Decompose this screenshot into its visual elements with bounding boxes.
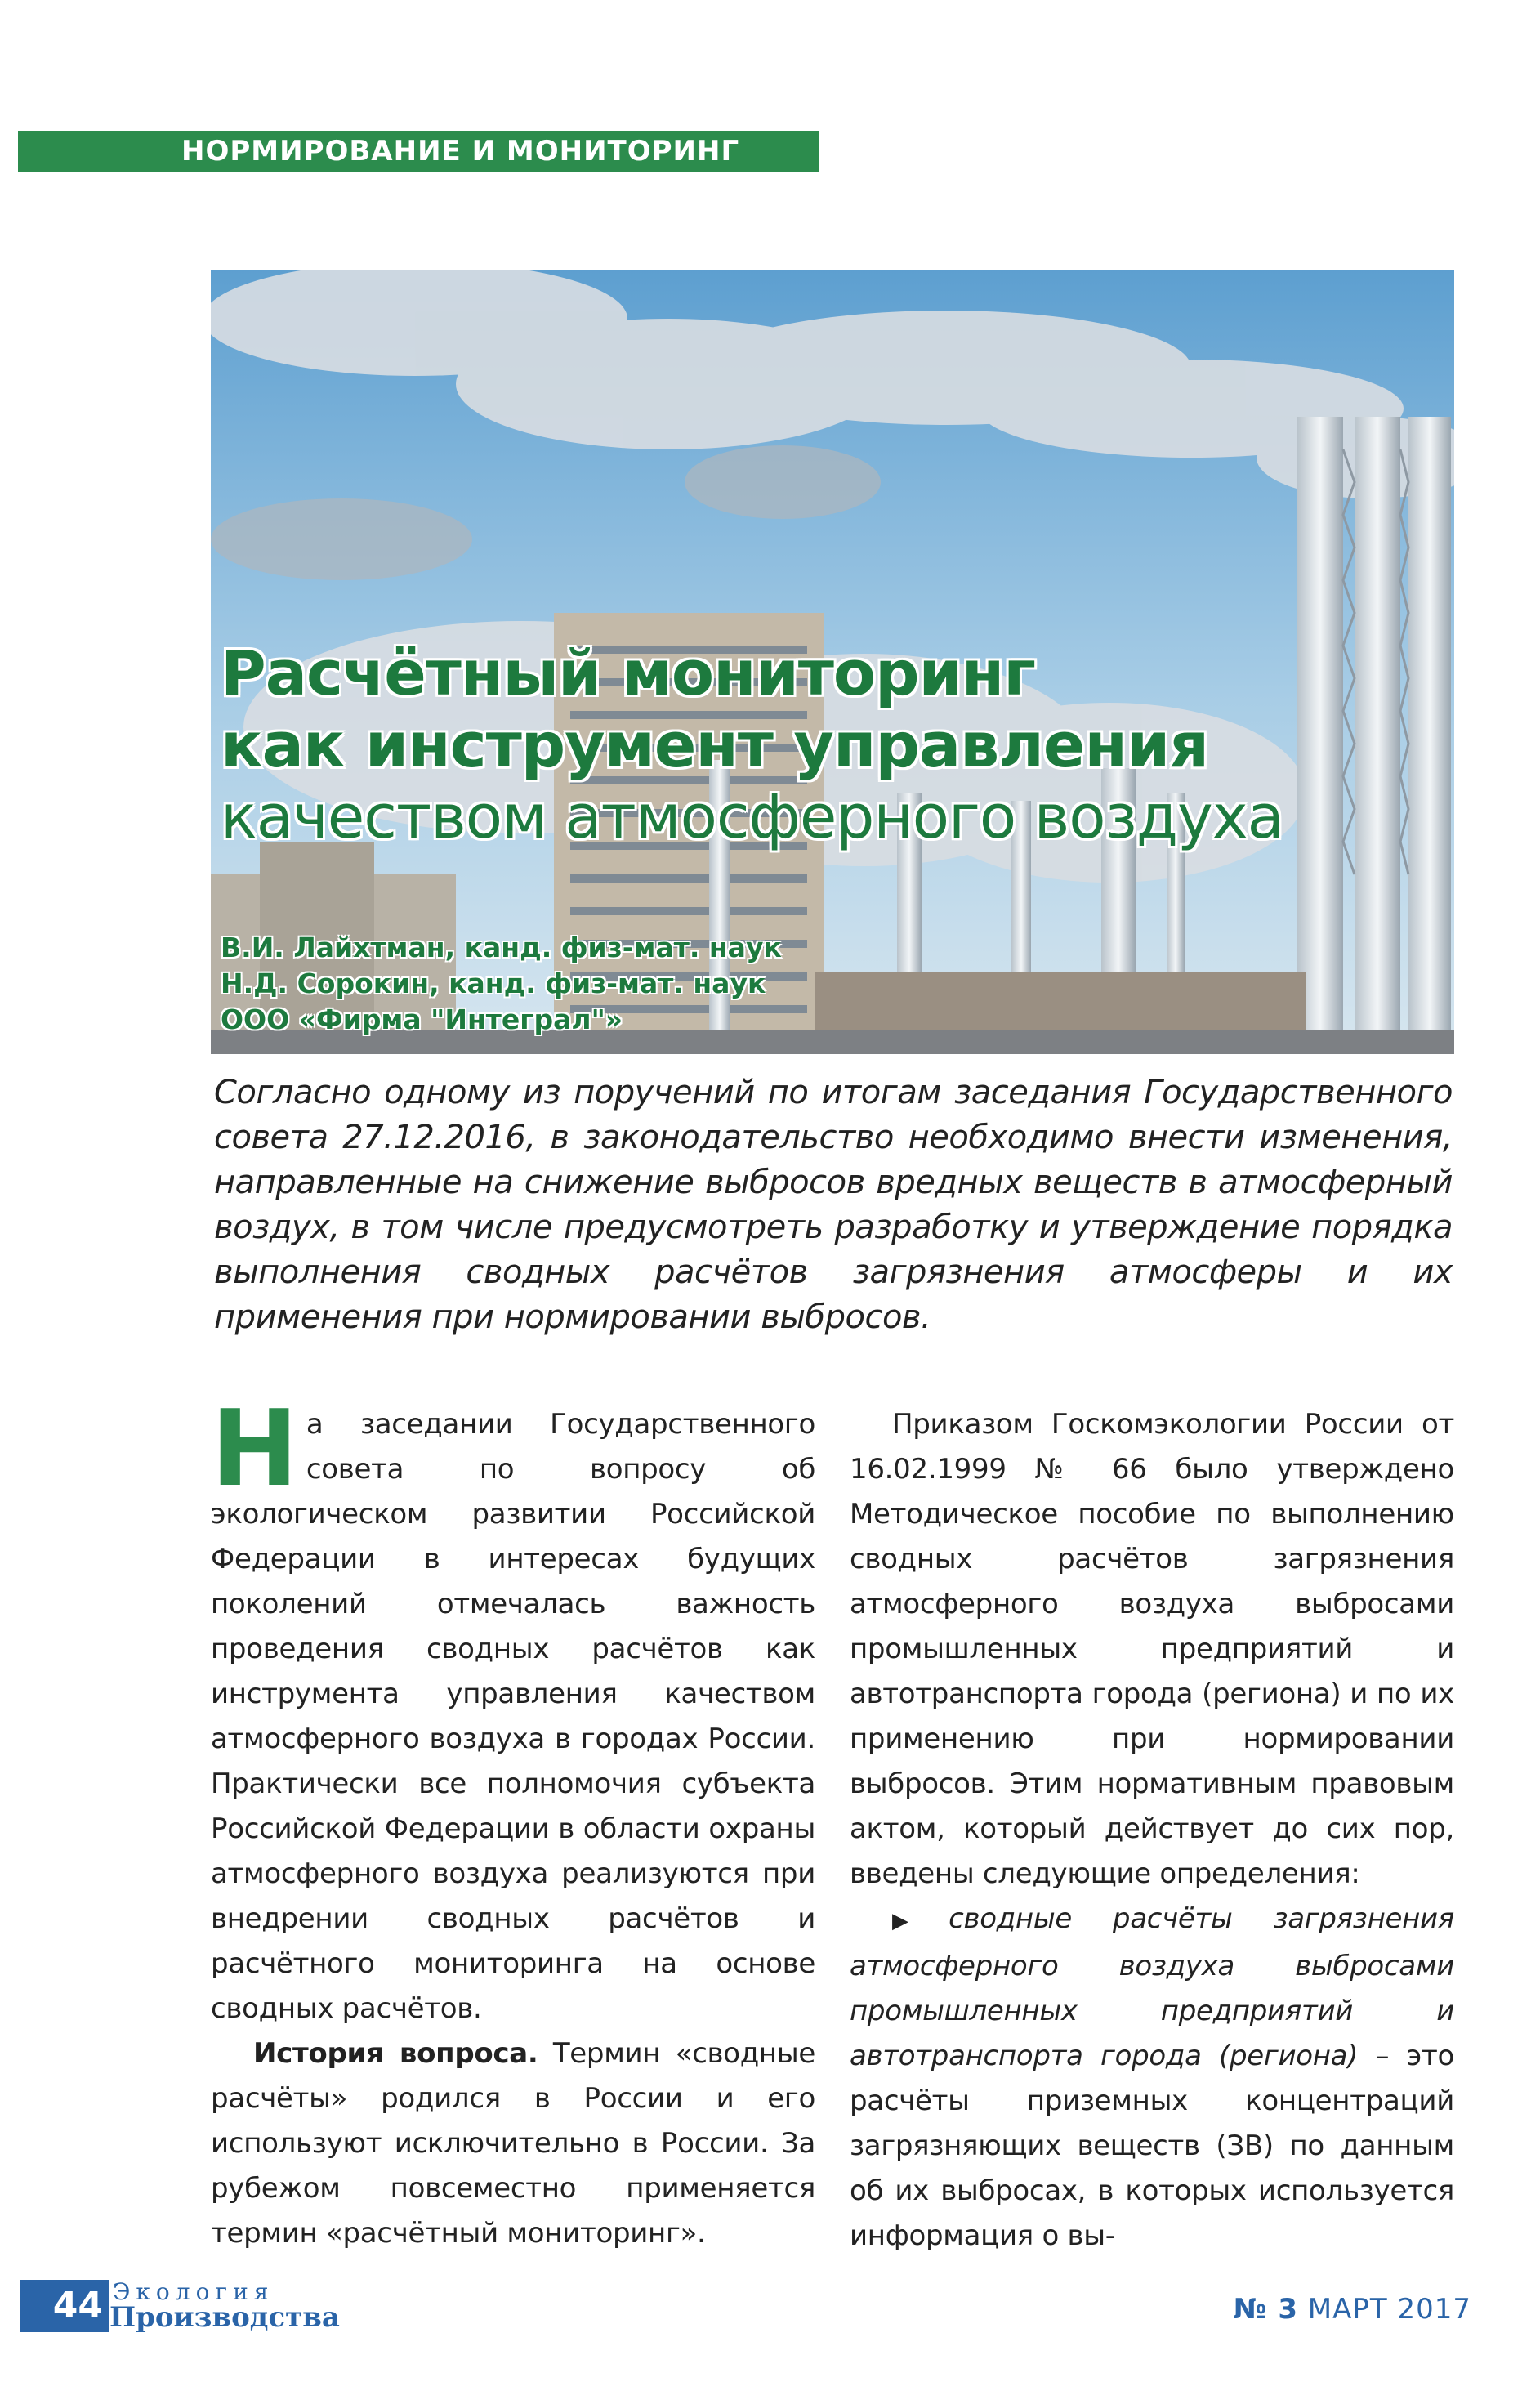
page-number: 44 [20, 2280, 109, 2332]
magazine-logo-top: Экология [113, 2278, 275, 2305]
author-1: В.И. Лайхтман, канд. физ-мат. наук [221, 932, 782, 963]
triangle-bullet-icon: ▶ [892, 1909, 941, 1933]
section-header [18, 131, 819, 172]
body-column-left [211, 1388, 815, 2256]
issue-date: МАРТ 2017 [1307, 2293, 1471, 2326]
issue-info [1234, 2293, 1471, 2326]
title-line-1: Расчётный мониторинг [221, 637, 1035, 709]
section-title: НОРМИРОВАНИЕ И МОНИТОРИНГ [181, 135, 740, 168]
paragraph-1-text: а заседании Государственного совета по вопросу об экологическом развитии Российской Федерации в интересах будущих поколений отмечалась важность проведения сводных расчётов как инструмента управления качеством атмосферного воздуха в городах России. Практически все полномочия субъекта Российской Федерации в области охраны атмосферного воздуха реализуются при внедрении сводных расчётов и расчётного мониторинга на основе сводных расчётов. [211, 1408, 815, 2025]
title-line-2: как инструмент управления [221, 708, 1208, 781]
hero-image [211, 270, 1454, 1054]
author-affiliation: ООО «Фирма "Интеграл"» [221, 1003, 623, 1035]
definition-bullet [850, 1897, 1454, 2259]
body-paragraph-2 [211, 2031, 815, 2256]
subheading: История вопроса. [253, 2037, 538, 2070]
drop-cap: Н [211, 1388, 298, 1510]
magazine-logo-bottom: Производства [109, 2301, 340, 2334]
author-block [221, 930, 956, 1038]
body-column-right [850, 1402, 1454, 2259]
lead-paragraph: Согласно одному из поручений по итогам заседания Государственного совета 27.12.2016, в законодательство необходимо внести изменения, направленные на снижение выбросов вредных веществ в атмосферный воздух, в том числе предусмотреть разработку и утверждение порядка выполнения сводных расчётов загрязнения атмосферы и их применения при нормировании выбросов. [214, 1074, 1453, 1336]
article-title [221, 637, 1446, 853]
body-paragraph-3: Приказом Госкомэкологии России от 16.02.1999 № 66 было утверждено Методическое пособие по выполнению сводных расчётов загрязнения атмосферного воздуха выбросами промышленных предприятий и автотранспорта города (региона) и по их применению при нормировании выбросов. Этим нормативным правовым актом, который действует до сих пор, введены следующие определения: [850, 1408, 1454, 1890]
title-line-3: качеством атмосферного воздуха [221, 782, 1283, 852]
page-footer [0, 2280, 1540, 2337]
issue-number: № 3 [1233, 2293, 1298, 2326]
body-paragraph-1 [211, 1388, 815, 2031]
author-2: Н.Д. Сорокин, канд. физ-мат. наук [221, 968, 766, 999]
definition-term: сводные расчёты загрязнения атмосферного воздуха выбросами промышленных предприятий и автотранспорта города (региона) [850, 1902, 1454, 2072]
paragraph-2-text: Термин «сводные расчёты» родился в России и его используют исключительно в России. За рубежом повсеместно применяется термин «расчётный мониторинг». [211, 2037, 815, 2250]
definition-text: – это расчёты приземных концентраций загрязняющих веществ (ЗВ) по данным об их выбросах, в которых используется информация о вы- [850, 2040, 1454, 2252]
